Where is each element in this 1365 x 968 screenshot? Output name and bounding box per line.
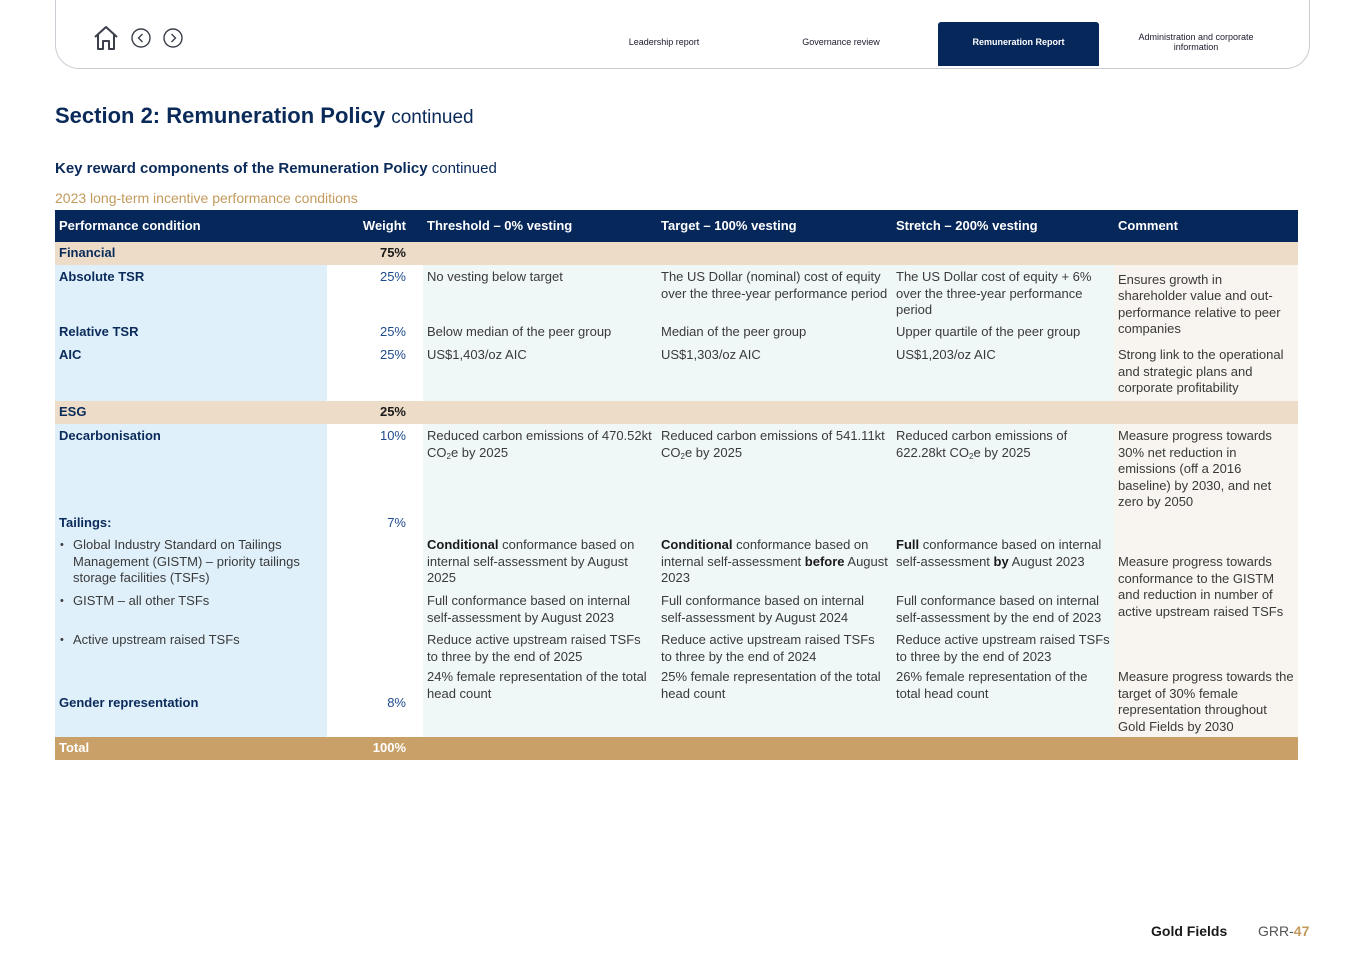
condition-weight: 25% (327, 265, 423, 322)
footer-brand: Gold Fields (1151, 923, 1228, 939)
condition-name: • Global Industry Standard on Tailings Management (GISTM) – priority tailings storage facilities (TSFs) (55, 536, 327, 593)
total-row (55, 737, 1298, 760)
page-title-main: Section 2: Remuneration Policy (55, 103, 386, 128)
home-icon[interactable] (92, 24, 120, 52)
stretch-cell: 26% female representation of the total head count (892, 669, 1114, 737)
target-cell: Median of the peer group (657, 322, 892, 344)
table-row (55, 424, 1298, 513)
condition-name: Absolute TSR (55, 265, 327, 322)
sub-title-main: Key reward components of the Remuneration Policy (55, 160, 428, 177)
target-cell: Reduced carbon emissions of 541.11kt $CO_2e$ by 2025 (657, 424, 892, 513)
table-row (55, 344, 1298, 401)
table-row (55, 513, 1298, 536)
target-cell: US$1,303/oz AIC (657, 344, 892, 401)
comment-cell: Measure progress towards 30% net reduction in emissions (off a 2016 baseline) by 2030, and net zero by 2050 (1114, 424, 1298, 513)
page-number: GRR-47 (1258, 923, 1310, 939)
tab-remuneration-report[interactable]: Remuneration Report (938, 22, 1099, 62)
comment-cell: Ensures growth in shareholder value and out-performance relative to peer companies (1114, 265, 1298, 344)
target-cell: Conditional conformance based on internal self-assessment before August 2023 (657, 536, 892, 593)
total-label: Total (55, 737, 327, 760)
condition-weight: 7% (327, 513, 423, 536)
threshold-cell: US$1,403/oz AIC (423, 344, 657, 401)
threshold-cell: 24% female representation of the total head count (423, 669, 657, 737)
stretch-cell: Reduced carbon emissions of 622.28kt $CO_2e$ by 2025 (892, 424, 1114, 513)
group-row-financial (55, 242, 1298, 265)
nav-icon-group (92, 24, 184, 52)
header-comment: Comment (1114, 210, 1298, 242)
comment-cell: Measure progress towards the target of 30% female representation throughout Gold Fields by 2030 (1114, 669, 1298, 737)
tab-administration[interactable]: Administration and corporate information (1138, 31, 1254, 52)
header-target: Target – 100% vesting (657, 210, 892, 242)
table-row (55, 669, 1298, 737)
condition-weight: 8% (327, 669, 423, 737)
tab-governance-review[interactable]: Governance review (802, 36, 880, 47)
stretch-cell: Full conformance based on internal self-assessment by the end of 2023 (892, 593, 1114, 632)
comment-cell: Measure progress towards conformance to the GISTM and reduction in number of active upstream raised TSFs (1114, 536, 1298, 669)
header-stretch: Stretch – 200% vesting (892, 210, 1114, 242)
threshold-cell: Reduce active upstream raised TSFs to three by the end of 2025 (423, 632, 657, 669)
threshold-cell: Full conformance based on internal self-assessment by August 2023 (423, 593, 657, 632)
performance-conditions-table (55, 210, 1298, 760)
page-title (55, 103, 474, 129)
header-performance-condition: Performance condition (55, 210, 327, 242)
condition-name: Relative TSR (55, 322, 327, 344)
header-threshold: Threshold – 0% vesting (423, 210, 657, 242)
stretch-cell: Upper quartile of the peer group (892, 322, 1114, 344)
threshold-cell: Below median of the peer group (423, 322, 657, 344)
group-label: Financial (55, 242, 327, 265)
stretch-cell: Full conformance based on internal self-assessment by August 2023 (892, 536, 1114, 593)
group-row-esg (55, 401, 1298, 424)
group-label: ESG (55, 401, 327, 424)
threshold-cell: Conditional conformance based on internal self-assessment by August 2025 (423, 536, 657, 593)
group-weight: 75% (327, 242, 423, 265)
condition-weight: 25% (327, 322, 423, 344)
condition-name: Tailings: (55, 513, 327, 536)
top-nav-bar (55, 0, 1310, 69)
total-weight: 100% (327, 737, 423, 760)
tab-leadership-report[interactable]: Leadership report (628, 36, 700, 47)
table-row (55, 322, 1298, 344)
condition-weight: 25% (327, 344, 423, 401)
page-title-suffix: continued (391, 107, 474, 128)
table-row (55, 536, 1298, 593)
condition-name: Decarbonisation (55, 424, 327, 513)
threshold-cell: Reduced carbon emissions of 470.52kt $CO_2e$ by 2025 (423, 424, 657, 513)
threshold-cell: No vesting below target (423, 265, 657, 322)
stretch-cell: US$1,203/oz AIC (892, 344, 1114, 401)
target-cell: 25% female representation of the total head count (657, 669, 892, 737)
stretch-cell: The US Dollar cost of equity + 6% over the three-year performance period (892, 265, 1114, 322)
target-cell: The US Dollar (nominal) cost of equity over the three-year performance period (657, 265, 892, 322)
condition-name: AIC (55, 344, 327, 401)
stretch-cell: Reduce active upstream raised TSFs to three by the end of 2023 (892, 632, 1114, 669)
table-caption: 2023 long-term incentive performance conditions (55, 190, 358, 206)
back-arrow-icon[interactable] (130, 27, 152, 49)
comment-cell: Strong link to the operational and strategic plans and corporate profitability (1114, 344, 1298, 401)
target-cell: Reduce active upstream raised TSFs to three by the end of 2024 (657, 632, 892, 669)
table-row (55, 265, 1298, 322)
active-tab-indicator (938, 61, 1099, 66)
table-row (55, 632, 1298, 669)
target-cell: Full conformance based on internal self-assessment by August 2024 (657, 593, 892, 632)
sub-title (55, 160, 497, 177)
condition-name: • GISTM – all other TSFs (55, 593, 327, 632)
sub-title-suffix: continued (431, 160, 497, 177)
table-header-row (55, 210, 1298, 242)
condition-name: Gender representation (55, 669, 327, 737)
condition-name: • Active upstream raised TSFs (55, 632, 327, 669)
forward-arrow-icon[interactable] (162, 27, 184, 49)
header-weight: Weight (327, 210, 423, 242)
table-row (55, 593, 1298, 632)
group-weight: 25% (327, 401, 423, 424)
condition-weight: 10% (327, 424, 423, 513)
